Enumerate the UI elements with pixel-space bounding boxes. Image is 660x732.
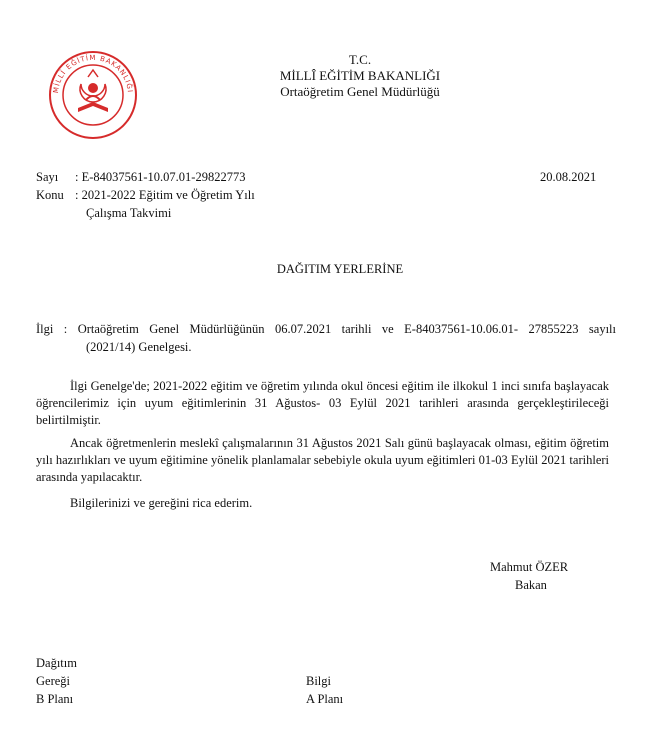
document-date: 20.08.2021 [540, 170, 597, 184]
addressee: DAĞITIM YERLERİNE [276, 262, 404, 276]
body-paragraph-1: İlgi Genelge'de; 2021-2022 eğitim ve öğretim yılında okul öncesi eğitim ile ilkokul 1 inci sınıfa başlayacak öğrencilerimiz için uyum eğitimlerinin 31 Ağustos- 03 Eylül 2021 tarihleri arasında gerçekleştirileceği belirtilmiştir. [36, 379, 609, 427]
konu-value-continued: Çalışma Takvimi [86, 206, 172, 220]
signatory-name: Mahmut ÖZER [490, 560, 569, 574]
distribution-bilgi: Bilgi [306, 674, 332, 688]
header-country: T.C. [348, 52, 372, 67]
header-directorate: Ortaöğretim Genel Müdürlüğü [280, 84, 440, 99]
header-ministry: MİLLÎ EĞİTİM BAKANLIĞI [279, 68, 441, 83]
distribution-a-plani: A Planı [306, 692, 344, 706]
konu-value: : 2021-2022 Eğitim ve Öğretim Yılı [75, 188, 255, 202]
sayi-label: Sayı [36, 170, 59, 184]
body-closing: Bilgilerinizi ve gereğini rica ederim. [70, 496, 253, 510]
body-paragraph-2: Ancak öğretmenlerin meslekî çalışmalarının 31 Ağustos 2021 Salı günü başlayacak olması, eğitim öğretim yılı hazırlıkları ve uyum eğitimine yönelik planlamalar sebebiyle okula uyum eğitimleri 01-03 Eylül 2021 tarihleri arasında yapılacaktır. [36, 436, 609, 484]
svg-text:MİLLÎ EĞİTİM BAKANLIĞI: MİLLÎ EĞİTİM BAKANLIĞI [51, 53, 134, 94]
ilgi-line-2: (2021/14) Genelgesi. [86, 340, 192, 354]
distribution-gereği: Gereği [36, 674, 71, 688]
signatory-title: Bakan [515, 578, 547, 592]
ilgi-line-1: İlgi : Ortaöğretim Genel Müdürlüğünün 06.07.2021 tarihli ve E-84037561-10.06.01- 27855223 sayılı [36, 322, 616, 336]
distribution-b-plani: B Planı [36, 692, 74, 706]
distribution-heading: Dağıtım [36, 656, 77, 670]
sayi-value: : E-84037561-10.07.01-29822773 [75, 170, 246, 184]
konu-label: Konu [36, 188, 64, 202]
